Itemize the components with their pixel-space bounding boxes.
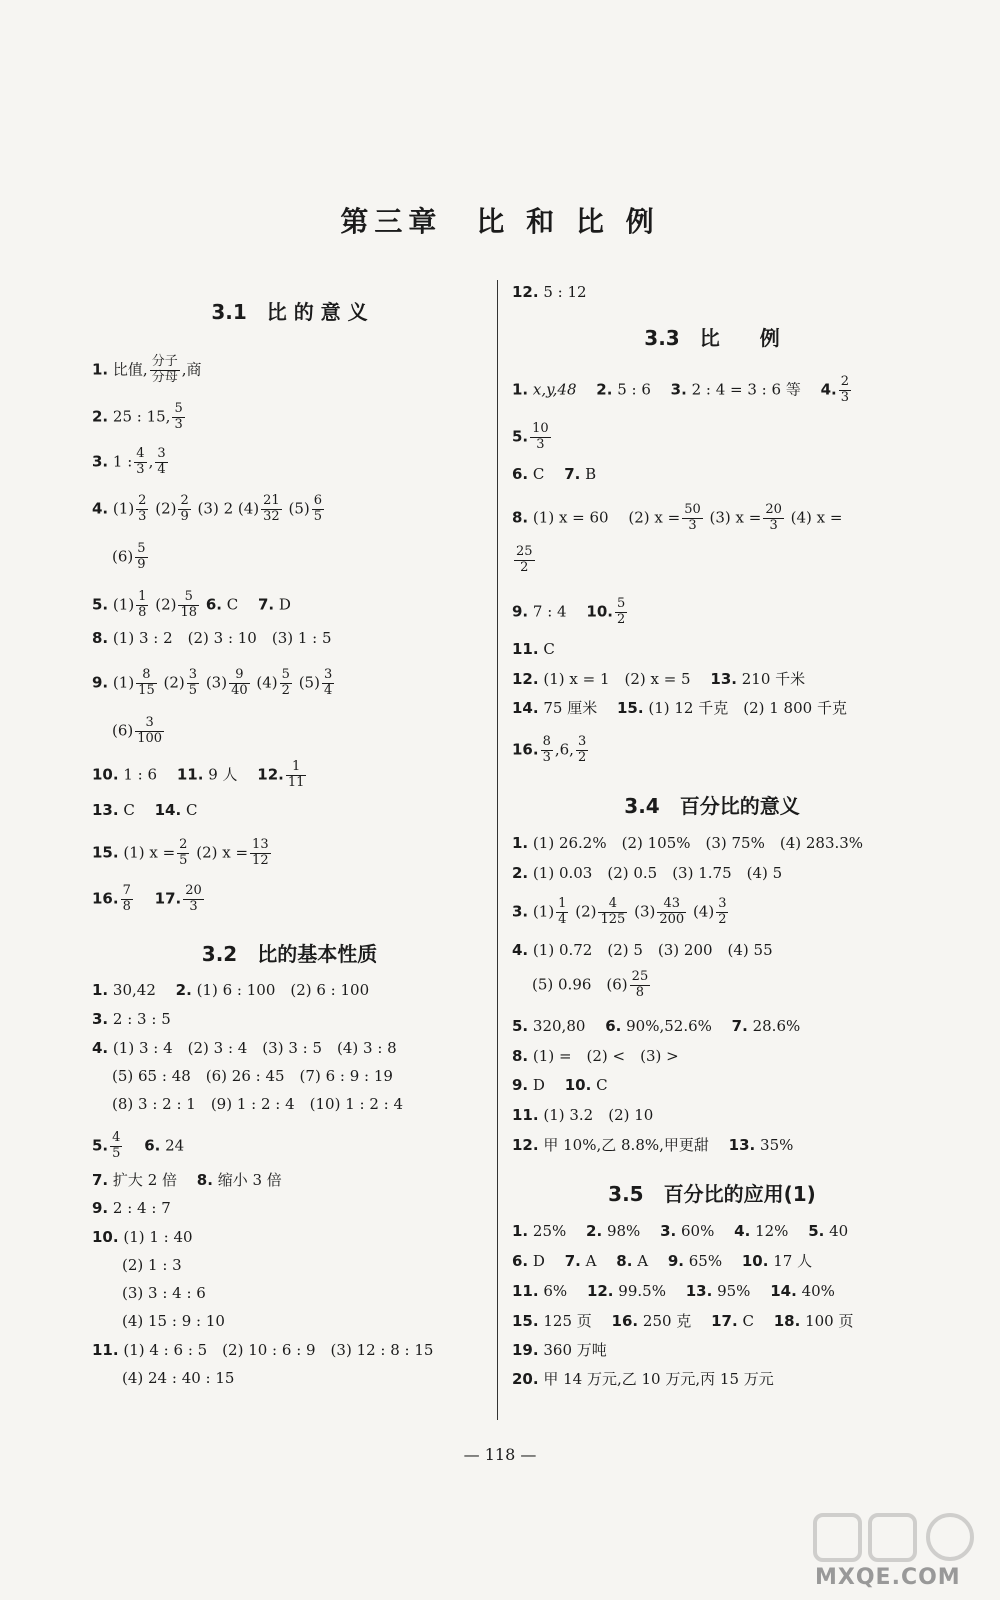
section-title-3-3: 3.3 比 例 <box>644 326 780 350</box>
answer-line: 11. (1) 4 : 6 : 5 (2) 10 : 6 : 9 (3) 12 : 8 : 15 <box>92 1341 434 1359</box>
answer-line: 12. 甲 10%,乙 8.8%,甲更甜 13. 35% <box>512 1136 794 1154</box>
answer-line: 10. 1 : 6 11. 9 人 12. $\frac{1}{11}$ <box>92 759 305 790</box>
answer-line: 19. 360 万吨 <box>512 1341 607 1359</box>
fraction: $\frac{2}{5}$ <box>179 837 188 868</box>
answer-line: 7. 扩大 2 倍 8. 缩小 3 倍 <box>92 1171 282 1189</box>
fraction: $\frac{2}{9}$ <box>180 493 189 524</box>
answer-line: 12. 5 : 12 <box>512 283 587 301</box>
watermark-text: MXQE.COM <box>815 1565 961 1590</box>
fraction: $\frac{5}{3}$ <box>174 401 183 432</box>
answer-line: 15. 125 页 16. 250 克 17. C 18. 100 页 <box>512 1312 854 1330</box>
answer-line: 4. (1) 0.72 (2) 5 (3) 200 (4) 55 <box>512 941 773 959</box>
fraction: $\frac{3}{4}$ <box>323 667 333 698</box>
answer-line: (5) 0.96 (6) $\frac{25}{8}$ <box>532 969 649 1000</box>
fraction: $\frac{4}{125}$ <box>600 896 626 927</box>
fraction: $\frac{2}{3}$ <box>138 493 147 524</box>
fraction: $\frac{2}{3}$ <box>840 374 850 405</box>
fraction: $\frac{8}{15}$ <box>138 667 155 698</box>
answer-line: (6) $\frac{3}{100}$ <box>112 715 163 746</box>
answer-line: 1. 30,42 2. (1) 6 : 100 (2) 6 : 100 <box>92 981 370 999</box>
answer-line: 1. 比值, 分子 分母 ,商 <box>92 354 202 385</box>
answer-line: (5) 65 : 48 (6) 26 : 45 (7) 6 : 9 : 19 <box>112 1067 393 1085</box>
fraction: $\frac{20}{3}$ <box>185 883 202 914</box>
page-number: — 118 — <box>463 1445 537 1464</box>
fraction: $\frac{4}{3}$ <box>136 446 145 477</box>
answer-line: (4) 24 : 40 : 15 <box>122 1369 235 1387</box>
fraction: $\frac{5}{9}$ <box>137 541 146 572</box>
answer-line: 8. (1) = (2) < (3) > <box>512 1047 679 1065</box>
fraction: $\frac{8}{3}$ <box>542 734 551 765</box>
fraction: $\frac{4}{5}$ <box>112 1130 121 1161</box>
answer-line: 6. D 7. A 8. A 9. 65% 10. 17 人 <box>512 1252 813 1270</box>
answer-line: (6) $\frac{5}{9}$ <box>112 541 146 572</box>
fraction: $\frac{3}{5}$ <box>188 667 198 698</box>
answer-line: 12. (1) x = 1 (2) x = 5 13. 210 千米 <box>512 670 806 688</box>
fraction: $\frac{9}{40}$ <box>231 667 248 698</box>
fraction: $\frac{1}{4}$ <box>558 896 567 927</box>
fraction: $\frac{1}{8}$ <box>138 589 147 620</box>
fraction: $\frac{50}{3}$ <box>684 502 701 533</box>
section-title-3-5: 3.5 百分比的应用(1) <box>608 1182 816 1206</box>
answer-line: 2. 25 : 15, $\frac{5}{3}$ <box>92 401 183 432</box>
fraction: $\frac{1}{11}$ <box>287 759 305 790</box>
section-title-3-1: 3.1 比 的 意 义 <box>211 300 368 324</box>
section-title-3-2: 3.2 比的基本性质 <box>201 942 378 966</box>
fraction: 分子 分母 <box>151 354 178 385</box>
answer-line <box>512 545 537 576</box>
answer-line: 10. (1) 1 : 40 <box>92 1228 193 1246</box>
answer-line: 9. D 10. C <box>512 1076 608 1094</box>
answer-line: (4) 15 : 9 : 10 <box>122 1312 225 1330</box>
fraction: $\frac{3}{100}$ <box>137 715 163 746</box>
fraction: $\frac{7}{8}$ <box>122 883 131 914</box>
answer-line: 4. (1) 3 : 4 (2) 3 : 4 (3) 3 : 5 (4) 3 : 8 <box>92 1039 397 1057</box>
answer-line: 14. 75 厘米 15. (1) 12 千克 (2) 1 800 千克 <box>512 699 847 717</box>
answer-line: 11. 6% 12. 99.5% 13. 95% 14. 40% <box>512 1282 835 1300</box>
answer-line: 3. 2 : 3 : 5 <box>92 1010 171 1028</box>
answer-line: 5. $\frac{10}{3}$ <box>512 421 549 452</box>
answer-line: 1. (1) 26.2% (2) 105% (3) 75% (4) 283.3% <box>512 834 864 852</box>
answer-line: 1. 25% 2. 98% 3. 60% 4. 12% 5. 40 <box>512 1222 849 1240</box>
fraction: $\frac{5}{2}$ <box>281 667 290 698</box>
answer-line: 13. C 14. C <box>92 801 198 819</box>
answer-line: 5. $\frac{4}{5}$ 6. 24 <box>92 1130 185 1161</box>
answer-line: 20. 甲 14 万元,乙 10 万元,丙 15 万元 <box>512 1370 774 1388</box>
fraction: $\frac{21}{32}$ <box>263 493 280 524</box>
fraction: $\frac{13}{12}$ <box>252 837 269 868</box>
section-title-3-4: 3.4 百分比的意义 <box>624 794 800 818</box>
answer-line: (3) 3 : 4 : 6 <box>122 1284 206 1302</box>
answer-line: 11. (1) 3.2 (2) 10 <box>512 1106 654 1124</box>
answer-line: 11. C <box>512 640 555 658</box>
answer-line: 8. (1) x = 60 (2) x = $\frac{50}{3}$ (3) x = $\frac{20}{3}$ (4) x = <box>512 502 843 533</box>
fraction: $\frac{20}{3}$ <box>765 502 782 533</box>
answer-line: 3. (1) $\frac{1}{4}$ (2) $\frac{4}{125}$ (3) $\frac{43}{200}$ (4) $\frac{3}{2}$ <box>512 896 727 927</box>
answer-line: 15. (1) x = $\frac{2}{5}$ (2) x = $\frac{13}{12}$ <box>92 837 269 868</box>
answer-line: 9. 7 : 4 10. $\frac{5}{2}$ <box>512 596 626 627</box>
fraction: $\frac{43}{200}$ <box>659 896 685 927</box>
chapter-title: 第三章 比 和 比 例 <box>340 205 660 238</box>
answer-line: 9. 2 : 4 : 7 <box>92 1199 171 1217</box>
fraction: $\frac{25}{8}$ <box>631 969 649 1000</box>
answer-line: 2. (1) 0.03 (2) 0.5 (3) 1.75 (4) 5 <box>512 864 783 882</box>
fraction: $\frac{3}{4}$ <box>157 446 166 477</box>
column-divider <box>497 280 498 1420</box>
answer-line: (2) 1 : 3 <box>122 1256 182 1274</box>
answer-line: 16. $\frac{7}{8}$ 17. $\frac{20}{3}$ <box>92 883 202 914</box>
answer-line: 3. 1 : $\frac{4}{3}$ , $\frac{3}{4}$ <box>92 446 166 477</box>
answer-line: 6. C 7. B <box>512 465 597 483</box>
answer-line: 16. $\frac{8}{3}$ ,6, $\frac{3}{2}$ <box>512 734 587 765</box>
answer-line: 8. (1) 3 : 2 (2) 3 : 10 (3) 1 : 5 <box>92 629 332 647</box>
fraction: $\frac{3}{2}$ <box>577 734 587 765</box>
answer-line: 4. (1) $\frac{2}{3}$ (2) $\frac{2}{9}$ (3) 2 (4) $\frac{21}{32}$ (5) $\frac{6}{5}$ <box>92 493 322 524</box>
answer-line: 5. 320,80 6. 90%,52.6% 7. 28.6% <box>512 1017 801 1035</box>
fraction: $\frac{3}{2}$ <box>718 896 727 927</box>
fraction: $\frac{5}{18}$ <box>180 589 198 620</box>
answer-line: 5. (1) $\frac{1}{8}$ (2) $\frac{5}{18}$ 6. C 7. D <box>92 589 291 620</box>
fraction: $\frac{6}{5}$ <box>313 493 322 524</box>
fraction: $\frac{25}{2}$ <box>516 544 533 575</box>
fraction: $\frac{5}{2}$ <box>616 596 626 627</box>
answer-line: (8) 3 : 2 : 1 (9) 1 : 2 : 4 (10) 1 : 2 : 4 <box>112 1095 404 1113</box>
answer-line: 9. (1) $\frac{8}{15}$ (2) $\frac{3}{5}$ (3) $\frac{9}{40}$ (4) $\frac{5}{2}$ (5) $\frac{3}{4}$ <box>92 667 333 698</box>
fraction: $\frac{10}{3}$ <box>532 421 549 452</box>
answer-line: 1. x,y,48 2. 5 : 6 3. 2 : 4 = 3 : 6 等 4. $\frac{2}{3}$ <box>512 374 850 405</box>
